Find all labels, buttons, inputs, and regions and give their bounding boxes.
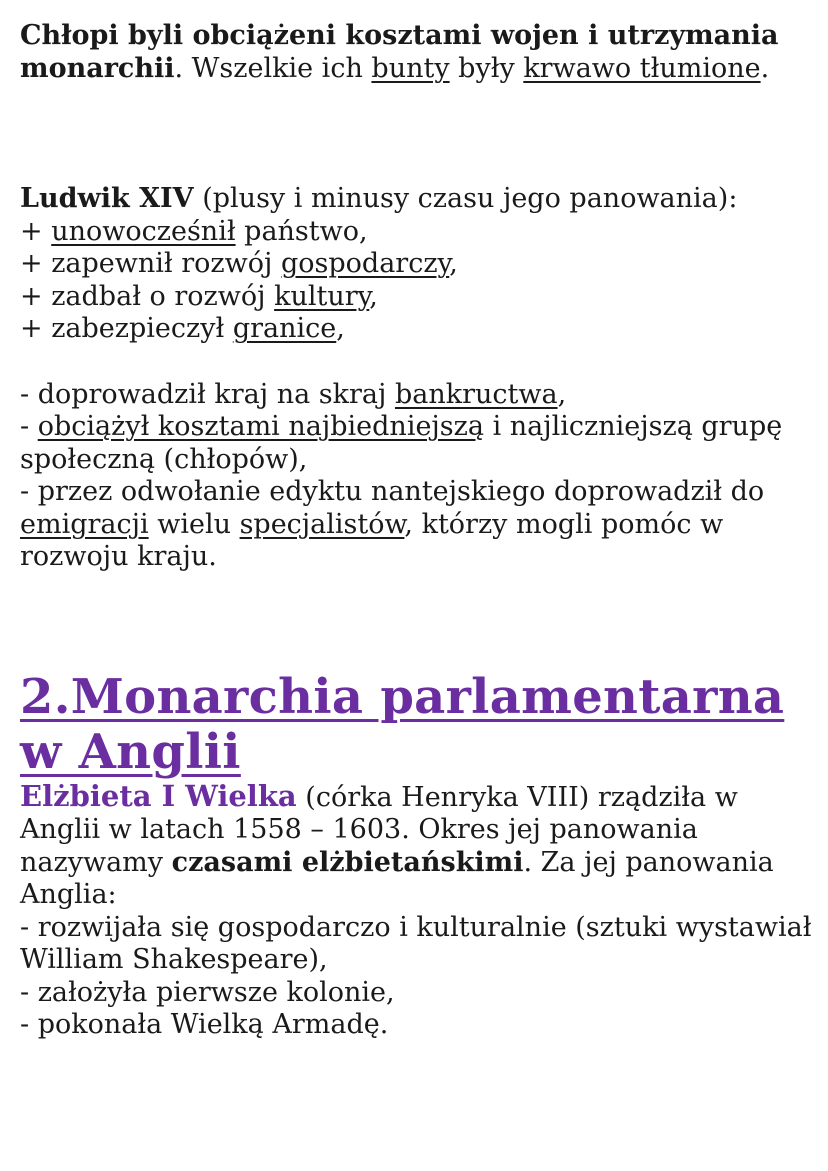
- list-item: - założyła pierwsze kolonie,: [20, 976, 395, 1008]
- section-heading: 2.Monarchia parlamentarna w Anglii: [20, 668, 785, 780]
- document-page: [20, 20, 820, 1042]
- underline-bunty: bunty: [371, 52, 450, 84]
- intro-text: .: [760, 52, 770, 84]
- minus-item: - obciążył kosztami najbiedniejszą i najliczniejszą grupę społeczną (chłopów),: [20, 411, 783, 475]
- ludwik-heading: [20, 183, 820, 216]
- czasy-elzbietanskie: czasami elżbietańskimi: [171, 846, 524, 878]
- underline-krwawo: krwawo tłumione: [523, 52, 761, 84]
- ludwik-name: Ludwik XIV: [20, 183, 194, 214]
- intro-bold: Chłopi byli obciążeni kosztami wojen i utrzymania monarchii: [20, 20, 779, 84]
- plus-item: + zabezpieczył granice,: [20, 313, 345, 344]
- intro-paragraph: [20, 20, 820, 85]
- minus-item: - przez odwołanie edyktu nantejskiego doprowadził do emigracji wielu specjalistów, którzy mogli pomóc w rozwoju kraju.: [20, 476, 765, 572]
- plus-item: + zapewnił rozwój gospodarczy,: [20, 248, 458, 279]
- list-item: - pokonała Wielką Armadę.: [20, 1009, 389, 1040]
- intro-text: były: [449, 52, 524, 84]
- plus-item: + unowocześnił państwo,: [20, 215, 368, 247]
- elzbieta-paragraph: Elżbieta I Wielka (córka Henryka VIII) rządziła w Anglii w latach 1558 – 1603. Okres jej panowania nazywamy czasami elżbietańskimi. Za jej panowania Anglia:: [20, 778, 774, 910]
- ludwik-heading-rest: (plusy i minusy czasu jego panowania):: [193, 183, 738, 214]
- intro-text: . Wszelkie ich: [174, 52, 372, 84]
- elzbieta-name: Elżbieta I Wielka: [20, 778, 297, 813]
- minus-item: - doprowadził kraj na skraj bankructwa,: [20, 378, 567, 410]
- list-item: - rozwijała się gospodarczo i kulturalnie (sztuki wystawiał William Shakespeare),: [20, 911, 812, 975]
- plus-item: + zadbał o rozwój kultury,: [20, 280, 378, 312]
